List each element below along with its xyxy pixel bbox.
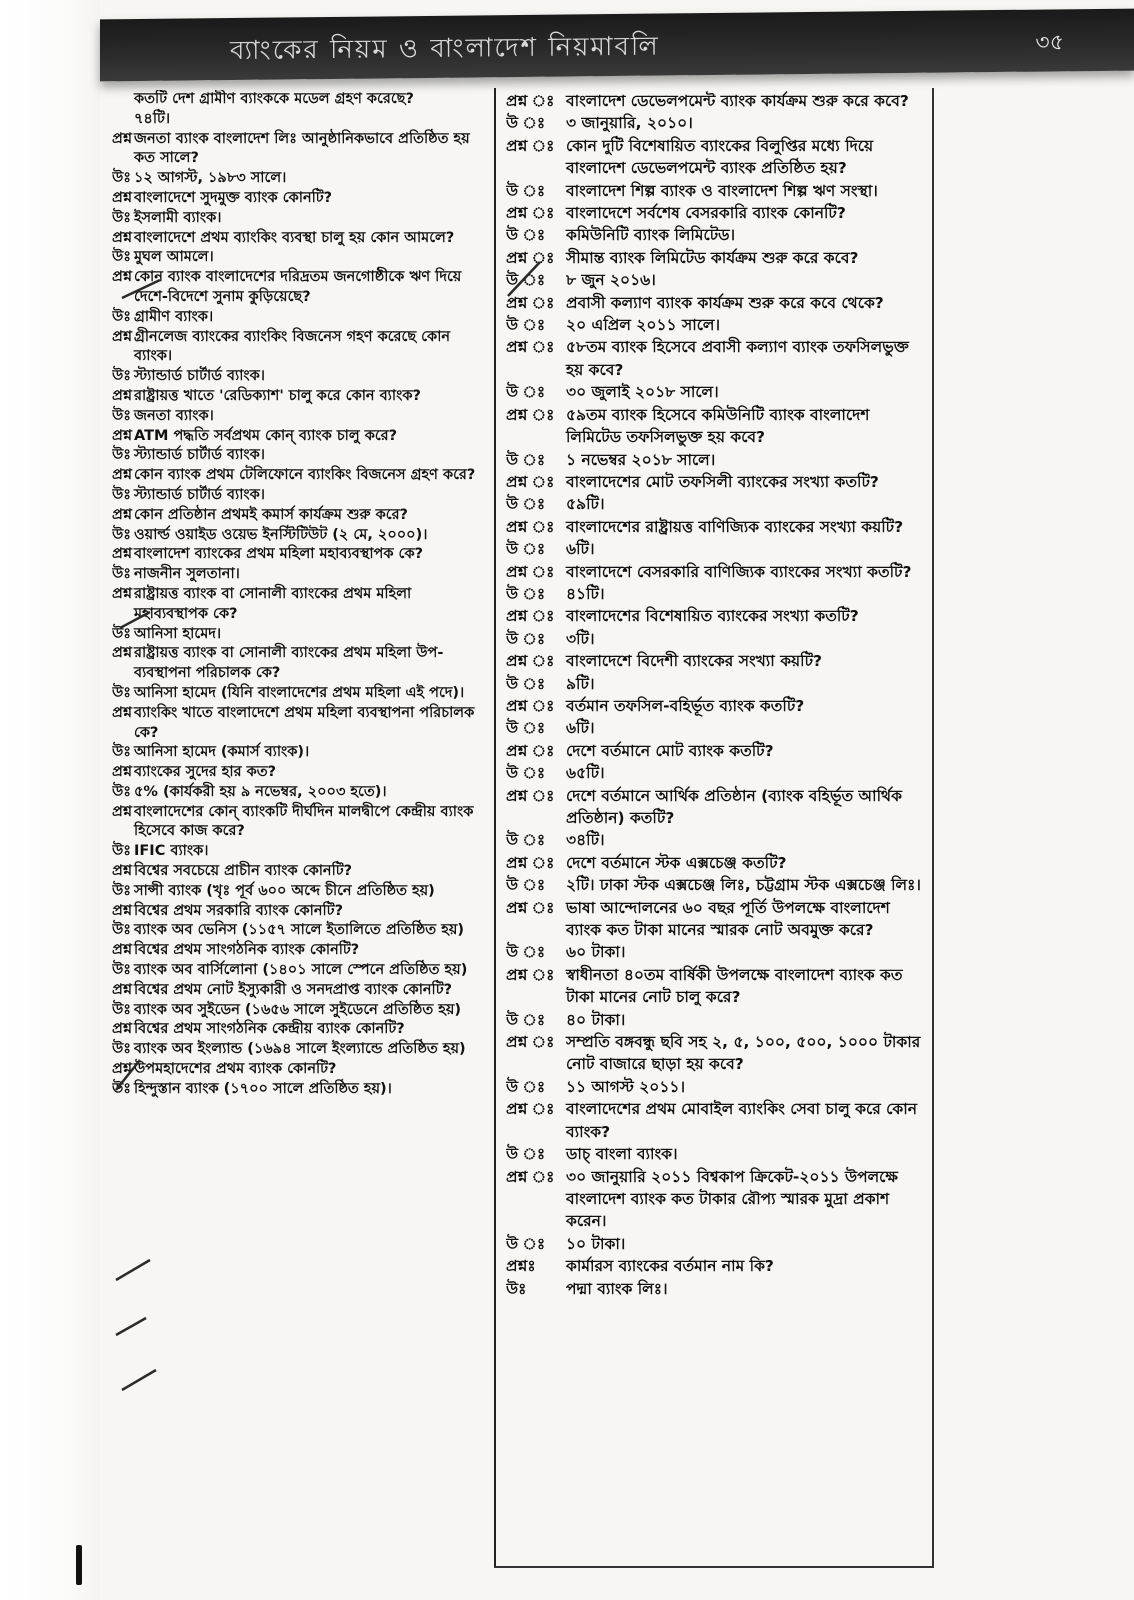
entry-label: প্রশ্ন ঃ [506,1167,555,1186]
entry-label: প্রশ্ন [112,130,132,147]
question-entry [506,404,926,449]
entry-text: বিশ্বের প্রথম সরকারি ব্যাংক কোনটি? [134,902,343,919]
entry-text: কোন প্রতিষ্ঠান প্রথমই কমার্স কার্যক্রম শুরু করে? [134,506,408,523]
answer-entry [112,961,490,981]
answer-entry [112,367,490,387]
entry-text: ২টি। ঢাকা স্টক এক্সচেঞ্জ লিঃ, চট্টগ্রাম স্টক এক্সচেঞ্জ লিঃ। [566,876,921,895]
entry-label: প্রশ্ন ঃ [506,652,555,671]
question-entry [112,328,490,368]
entry-label: উ ঃ [506,316,546,335]
entry-text: দেশে বর্তমানে স্টক এক্সচেঞ্জ কতটি? [566,853,787,872]
answer-entry [112,446,490,466]
entry-label: উঃ [112,368,132,385]
question-entry [112,1060,490,1080]
question-entry [112,941,490,961]
entry-label: উঃ [112,1041,132,1058]
entry-label: উ ঃ [506,1234,546,1253]
entry-text: ৬৫টি। [566,764,605,783]
entry-text: ৯টি। [566,674,595,693]
page-binding-margin [0,0,100,1600]
answer-entry [112,1080,490,1100]
entry-text: বাংলাদেশের মোট তফসিলী ব্যাংকের সংখ্যা কতটি? [566,472,879,491]
question-entry [506,1098,926,1143]
entry-text: ৩০ জুলাই ২০১৮ সালে। [566,383,719,402]
answer-entry [506,180,926,202]
question-entry [112,644,490,684]
answer-entry [112,526,490,546]
entry-label: উঃ [112,308,132,325]
question-entry [112,704,490,744]
entry-text: স্ট্যান্ডার্ড চার্টার্ড ব্যাংক। [134,368,265,385]
entry-label: প্রশ্ন ঃ [506,1100,555,1119]
entry-text: বিশ্বের সবচেয়ে প্রাচীন ব্যাংক কোনটি? [134,863,353,880]
left-column [112,90,490,1568]
entry-label: প্রশ্নঃ [506,1257,536,1276]
entry-text: ব্যাংক অব সুইডেন (১৬৫৬ সালে সুইডেনে প্রতিষ্ঠিত হয়) [134,1001,462,1018]
entry-label: উ ঃ [506,719,546,738]
entry-text: ৫৮তম ব্যাংক হিসেবে প্রবাসী কল্যাণ ব্যাংক তফসিলভুক্ত হয় কবে? [566,338,909,379]
entry-text: দেশে বর্তমানে আর্থিক প্রতিষ্ঠান (ব্যাংক বহির্ভূত আর্থিক প্রতিষ্ঠান) কতটি? [566,786,902,827]
entry-text: বাংলাদেশের রাষ্ট্রায়ত্ত বাণিজ্যিক ব্যাংকের সংখ্যা কয়টি? [566,517,904,536]
question-entry [506,695,926,717]
entry-label: প্রশ্ন [112,942,132,959]
entry-text: উপমহাদেশের প্রথম ব্যাংক কোনটি? [134,1061,337,1078]
entry-text: কোন ব্যাংক বাংলাদেশের দরিদ্রতম জনগোষ্ঠীকে ঋণ দিয়ে দেশে-বিদেশে সুনাম কুড়িয়েছে? [134,269,462,305]
answer-entry [112,308,490,328]
entry-text: ৬০ টাকা। [566,943,626,962]
question-entry [506,292,926,314]
entry-label: প্রশ্ন ঃ [506,562,555,581]
entry-text: বাংলাদেশ ব্যাংকের প্রথম মহিলা মহাব্যবস্থাপক কে? [134,546,423,563]
answer-entry [506,314,926,336]
entry-text: বাংলাদেশের প্রথম মোবাইল ব্যাংকিং সেবা চালু করে কোন ব্যাংক? [566,1100,918,1141]
question-entry [112,981,490,1001]
entry-label: প্রশ্ন ঃ [506,853,555,872]
entry-text: ব্যাংক অব বার্সিলোনা (১৪০১ সালে স্পেনে প্রতিষ্ঠিত হয়) [134,962,468,979]
entry-text: পদ্মা ব্যাংক লিঃ। [566,1279,668,1298]
entry-label: উ ঃ [506,674,546,693]
entry-label: উ ঃ [506,629,546,648]
entry-label: উঃ [112,1080,132,1097]
entry-label: প্রশ্ন [112,1061,132,1078]
entry-label: প্রশ্ন ঃ [506,786,555,805]
entry-label: উঃ [112,209,132,226]
entry-label: উঃ [112,962,132,979]
entry-label: প্রশ্ন [112,427,132,444]
right-column [506,90,926,1568]
entry-label: প্রশ্ন ঃ [506,204,555,223]
entry-text: মুঘল আমলে। [134,249,214,266]
entry-label: উঃ [112,783,132,800]
entry-text: জনতা ব্যাংক। [134,407,214,424]
entry-text: ১০ টাকা। [566,1234,626,1253]
answer-entry [506,1143,926,1165]
question-entry [506,897,926,942]
entry-text: জনতা ব্যাংক বাংলাদেশ লিঃ আনুষ্ঠানিকভাবে প্রতিষ্ঠিত হয় কত সালে? [134,130,470,167]
entry-text: ৩ জানুয়ারি, ২০১০। [566,114,693,133]
question-entry [506,561,926,583]
entry-label: উঃ [112,684,132,701]
entry-label: প্রশ্ন [112,189,132,206]
entry-label: প্রশ্ন [112,506,132,523]
answer-entry [112,248,490,268]
answer-entry [506,941,926,963]
question-entry [112,466,490,486]
entry-label: উ ঃ [506,114,546,133]
entry-label: উ ঃ [506,495,546,514]
entry-label: প্রশ্ন ঃ [506,965,555,984]
entry-text: বাংলাদেশে সর্বশেষ বেসরকারি ব্যাংক কোনটি? [566,204,846,223]
entry-text: সান্সী ব্যাংক (খৃঃ পূর্ব ৬০০ অব্দে চীনে প্রতিষ্ঠিত হয়) [134,882,435,899]
question-entry [506,336,926,381]
question-entry [112,862,490,882]
entry-text: ব্যাংকিং খাতে বাংলাদেশে প্রথম মহিলা ব্যবস্থাপনা পরিচালক কে? [134,704,475,741]
entry-text: ২০ এপ্রিল ২০১১ সালে। [566,316,721,335]
question-entry [112,229,490,249]
answer-entry [112,90,490,110]
answer-entry [506,449,926,471]
question-entry [506,1255,926,1277]
entry-label: উঃ [112,407,132,424]
answer-entry [506,224,926,246]
entry-label: প্রশ্ন [112,229,132,246]
entry-label: প্রশ্ন [112,803,132,820]
entry-text: ১২ আগস্ট, ১৯৮৩ সালে। [134,170,287,187]
entry-text: নাজনীন সুলতানা। [134,566,240,583]
entry-text: ৩০ জানুয়ারি ২০১১ বিশ্বকাপ ক্রিকেট-২০১১ উপলক্ষে বাংলাদেশ ব্যাংক কত টাকার রৌপ্য স্মারক মুদ্রা প্রকাশ করেন। [566,1167,898,1231]
entry-text: কতটি দেশ গ্রামীণ ব্যাংককে মডেল গ্রহণ করেছে? [134,91,414,107]
entry-text: কার্মারস ব্যাংকের বর্তমান নাম কি? [566,1257,774,1276]
entry-label: উ ঃ [506,271,546,290]
answer-entry [506,1233,926,1255]
question-entry [112,130,490,170]
question-entry [506,1166,926,1233]
entry-label: প্রশ্ন ঃ [506,136,555,155]
entry-text: ৮ জুন ২০১৬। [566,271,656,290]
entry-label: উঃ [506,1279,527,1298]
entry-text: ব্যাংক অব ভেনিস (১১৫৭ সালে ইতালিতে প্রতিষ্ঠিত হয়) [134,922,464,939]
entry-text: প্রবাসী কল্যাণ ব্যাংক কার্যক্রম শুরু করে কবে থেকে? [566,293,884,312]
answer-entry [112,783,490,803]
answer-entry [112,743,490,763]
entry-text: ৩৪টি। [566,831,605,850]
entry-label: উ ঃ [506,226,546,245]
entry-text: গ্রীনলেজ ব্যাংকের ব্যাংকিং বিজনেস গহণ করেছে কোন ব্যাংক। [134,328,451,365]
entry-label: উ ঃ [506,1077,546,1096]
entry-text: ৫% (কার্যকরী হয় ৯ নভেম্বর, ২০০৩ হতে)। [134,783,387,800]
answer-entry [506,112,926,134]
entry-label: প্রশ্ন ঃ [506,741,555,760]
answer-entry [506,673,926,695]
entry-label: প্রশ্ন [112,1021,132,1038]
entry-text: ৪১টি। [566,584,605,603]
question-entry [112,763,490,783]
entry-label: প্রশ্ন [112,704,132,721]
answer-entry [112,882,490,902]
entry-label: উঃ [112,625,132,642]
entry-text: ৭৪টি। [134,110,171,127]
entry-label: প্রশ্ন ঃ [506,607,555,626]
entry-text: কমিউনিটি ব্যাংক লিমিটেড। [566,226,736,245]
entry-label: প্রশ্ন [112,387,132,404]
entry-text: রাষ্ট্রায়ত্ত ব্যাংক বা সোনালী ব্যাংকের প্রথম মহিলা মহাব্যবস্থাপক কে? [134,585,412,622]
entry-text: রাষ্ট্রায়ত্ত ব্যাংক বা সোনালী ব্যাংকের প্রথম মহিলা উপ-ব্যবস্থাপনা পরিচালক কে? [134,645,444,682]
entry-label: প্রশ্ন ঃ [506,898,555,917]
question-entry [506,852,926,874]
entry-text: বাংলাদেশ ডেভেলপমেন্ট ব্যাংক কার্যক্রম শুরু করে কবে? [566,92,909,110]
question-entry [506,650,926,672]
answer-entry [112,209,490,229]
question-entry [506,516,926,538]
entry-label: উ ঃ [506,876,546,895]
header-title: ব্যাংকের নিয়ম ও বাংলাদেশ নিয়মাবলি [230,31,660,67]
answer-entry [112,110,490,130]
answer-entry [112,684,490,704]
entry-text: IFIC ব্যাংক। [134,843,209,860]
question-entry [112,427,490,447]
entry-label: উ ঃ [506,540,546,559]
entry-text: বর্তমান তফসিল-বহির্ভূত ব্যাংক কতটি? [566,696,805,715]
entry-text: ১১ আগস্ট ২০১১। [566,1077,686,1096]
entry-label: উঃ [112,882,132,899]
answer-entry [112,486,490,506]
entry-text: ব্যাংকের সুদের হার কত? [134,764,277,781]
answer-entry [506,493,926,515]
entry-text: ৫৯তম ব্যাংক হিসেবে কমিউনিটি ব্যাংক বাংলাদেশ লিমিটেড তফসিলভুক্ত হয় কবে? [566,405,870,447]
entry-label: উ ঃ [506,383,546,402]
entry-text: ব্যাংক অব ইংল্যান্ড (১৬৯৪ সালে ইংল্যান্ডে প্রতিষ্ঠিত হয়) [134,1041,466,1058]
entry-text: ৬টি। [566,540,595,559]
entry-label: প্রশ্ন ঃ [506,92,555,110]
entry-text: ৪০ টাকা। [566,1010,626,1029]
entry-text: স্ট্যান্ডার্ড চার্টার্ড ব্যাংক। [134,486,265,503]
answer-entry [506,583,926,605]
answer-entry [112,169,490,189]
question-entry [112,268,490,308]
entry-label: উ ঃ [506,943,546,962]
entry-text: বিশ্বের প্রথম নোট ইস্যুকারী ও সনদপ্রাপ্ত ব্যাংক কোনটি? [134,981,453,998]
answer-entry [112,1040,490,1060]
entry-text: বিশ্বের প্রথম সাংগঠনিক কেন্দ্রীয় ব্যাংক কোনটি? [134,1021,405,1038]
entry-label: প্রশ্ন [112,902,132,919]
question-entry [112,585,490,625]
entry-label: প্রশ্ন [112,467,132,484]
answer-entry [506,1278,926,1300]
answer-entry [506,829,926,851]
page-header [100,9,1134,82]
entry-label: প্রশ্ন ঃ [506,1033,555,1052]
entry-label: উঃ [112,744,132,761]
entry-label: প্রশ্ন [112,546,132,563]
entry-label: উঃ [112,922,132,939]
entry-text: বাংলাদেশ শিল্প ব্যাংক ও বাংলাদেশ শিল্প ঋণ সংস্থা। [566,181,878,200]
entry-label: উ ঃ [506,450,546,469]
entry-text: দেশে বর্তমানে মোট ব্যাংক কতটি? [566,741,774,760]
entry-text: ভাষা আন্দোলনের ৬০ বছর পূর্তি উপলক্ষে বাংলাদেশ ব্যাংক কত টাকা মানের স্মারক নোট অবমুক্ত করে? [566,898,890,940]
entry-label: প্রশ্ন [112,764,132,781]
entry-label: উঃ [112,566,132,583]
entry-text: ৩টি। [566,629,595,648]
answer-entry [506,1076,926,1098]
entry-text: কোন ব্যাংক প্রথম টেলিফোনে ব্যাংকিং বিজনেস গ্রহণ করে? [134,467,476,484]
question-entry [112,387,490,407]
entry-label: প্রশ্ন ঃ [506,696,555,715]
entry-text: বিশ্বের প্রথম সাংগঠনিক ব্যাংক কোনটি? [134,942,360,959]
answer-entry [506,1009,926,1031]
entry-text: ওয়ার্ল্ড ওয়াইড ওয়েভ ইনস্টিটিউট (২ মে, ২০০০)। [134,526,428,543]
entry-label: উ ঃ [506,584,546,603]
question-entry [506,964,926,1009]
entry-text: গ্রামীণ ব্যাংক। [134,308,214,325]
entry-label: উ ঃ [506,181,546,200]
answer-entry [506,874,926,896]
page-edge-mark [76,1545,82,1585]
entry-text: ১ নভেম্বর ২০১৮ সালে। [566,450,716,469]
question-entry [506,247,926,269]
question-entry [506,471,926,493]
entry-label: উঃ [112,447,132,464]
entry-label: প্রশ্ন [112,645,132,662]
answer-entry [506,717,926,739]
entry-text: বাংলাদেশের বিশেষায়িত ব্যাংকের সংখ্যা কতটি? [566,607,859,626]
entry-text: বাংলাদেশে বিদেশী ব্যাংকের সংখ্যা কয়টি? [566,652,823,671]
entry-text: বাংলাদেশের কোন্ ব্যাংকটি দীর্ঘদিন মালদ্বীপে কেন্দ্রীয় ব্যাংক হিসেবে কাজ করে? [134,803,474,840]
right-frame-line [932,88,934,1568]
question-entry [506,202,926,224]
column-divider [494,88,496,1568]
entry-label: প্রশ্ন ঃ [506,293,555,312]
answer-entry [506,628,926,650]
entry-label: উ ঃ [506,764,546,783]
entry-label: উঃ [112,170,132,187]
question-entry [506,740,926,762]
entry-label: প্রশ্ন ঃ [506,405,555,424]
entry-text: সম্প্রতি বঙ্গবন্ধু ছবি সহ ২, ৫, ১০০, ৫০০, ১০০০ টাকার নোট বাজারে ছাড়া হয় কবে? [566,1033,921,1074]
entry-text: আনিসা হামেদ। [134,625,222,642]
question-entry [506,605,926,627]
entry-text: বাংলাদেশে বেসরকারি বাণিজ্যিক ব্যাংকের সংখ্যা কতটি? [566,562,912,581]
entry-label: প্রশ্ন [112,863,132,880]
answer-entry [112,625,490,645]
page-number: ৩৫ [1035,30,1064,56]
entry-label: উ ঃ [506,831,546,850]
entry-label: প্রশ্ন ঃ [506,517,555,536]
entry-label: উ ঃ [506,1010,546,1029]
entry-label: উঃ [112,249,132,266]
entry-label: প্রশ্ন [112,269,132,286]
entry-label: প্রশ্ন [112,328,132,345]
question-entry [112,189,490,209]
entry-text: বাংলাদেশে প্রথম ব্যাংকিং ব্যবস্থা চালু হয় কোন আমলে? [134,229,455,246]
answer-entry [506,269,926,291]
entry-text: ৫৯টি। [566,495,605,514]
entry-text: হিন্দুস্তান ব্যাংক (১৭০০ সালে প্রতিষ্ঠিত হয়)। [134,1080,392,1097]
question-entry [506,90,926,112]
entry-text: আনিসা হামেদ (কমার্স ব্যাংক)। [134,744,310,761]
entry-label: উঃ [112,486,132,503]
question-entry [112,545,490,565]
entry-text: স্ট্যান্ডার্ড চার্টার্ড ব্যাংক। [134,447,265,464]
answer-entry [112,921,490,941]
answer-entry [506,762,926,784]
answer-entry [112,565,490,585]
question-entry [112,1020,490,1040]
entry-label: উঃ [112,526,132,543]
entry-label: প্রশ্ন ঃ [506,472,555,491]
entry-label: প্রশ্ন [112,585,132,602]
entry-text: সীমান্ত ব্যাংক লিমিটেড কার্যক্রম শুরু করে কবে? [566,248,859,267]
question-entry [112,506,490,526]
entry-text: ডাচ্ বাংলা ব্যাংক। [566,1145,678,1164]
question-entry [506,135,926,180]
entry-text: বাংলাদেশে সুদমুক্ত ব্যাংক কোনটি? [134,189,333,206]
answer-entry [112,842,490,862]
answer-entry [112,1001,490,1021]
entry-label: প্রশ্ন ঃ [506,248,555,267]
entry-label: উ ঃ [506,1145,546,1164]
answer-entry [506,538,926,560]
question-entry [506,1031,926,1076]
question-entry [506,785,926,830]
question-entry [112,902,490,922]
entry-text: ইসলামী ব্যাংক। [134,209,222,226]
entry-text: স্বাধীনতা ৪০তম বার্ষিকী উপলক্ষে বাংলাদেশ ব্যাংক কত টাকা মানের নোট চালু করে? [566,965,903,1007]
entry-text: আনিসা হামেদ (যিনি বাংলাদেশের প্রথম মহিলা এই পদে)। [134,684,465,701]
entry-label: উঃ [112,1001,132,1018]
answer-entry [506,381,926,403]
entry-text: ৬টি। [566,719,595,738]
entry-label: প্রশ্ন ঃ [506,338,555,357]
entry-text: কোন দুটি বিশেষায়িত ব্যাংকের বিলুপ্তির মধ্যে দিয়ে বাংলাদেশ ডেভেলপমেন্ট ব্যাংক প্রতিষ্ঠিত হয়? [566,136,874,178]
answer-entry [112,407,490,427]
entry-text: রাষ্ট্রায়ত্ত খাতে 'রেডিক্যাশ' চালু করে কোন ব্যাংক? [134,387,421,404]
entry-label: উঃ [112,843,132,860]
entry-label: প্রশ্ন [112,981,132,998]
entry-text: ATM পদ্ধতি সর্বপ্রথম কোন্ ব্যাংক চালু করে? [134,427,398,444]
question-entry [112,803,490,843]
